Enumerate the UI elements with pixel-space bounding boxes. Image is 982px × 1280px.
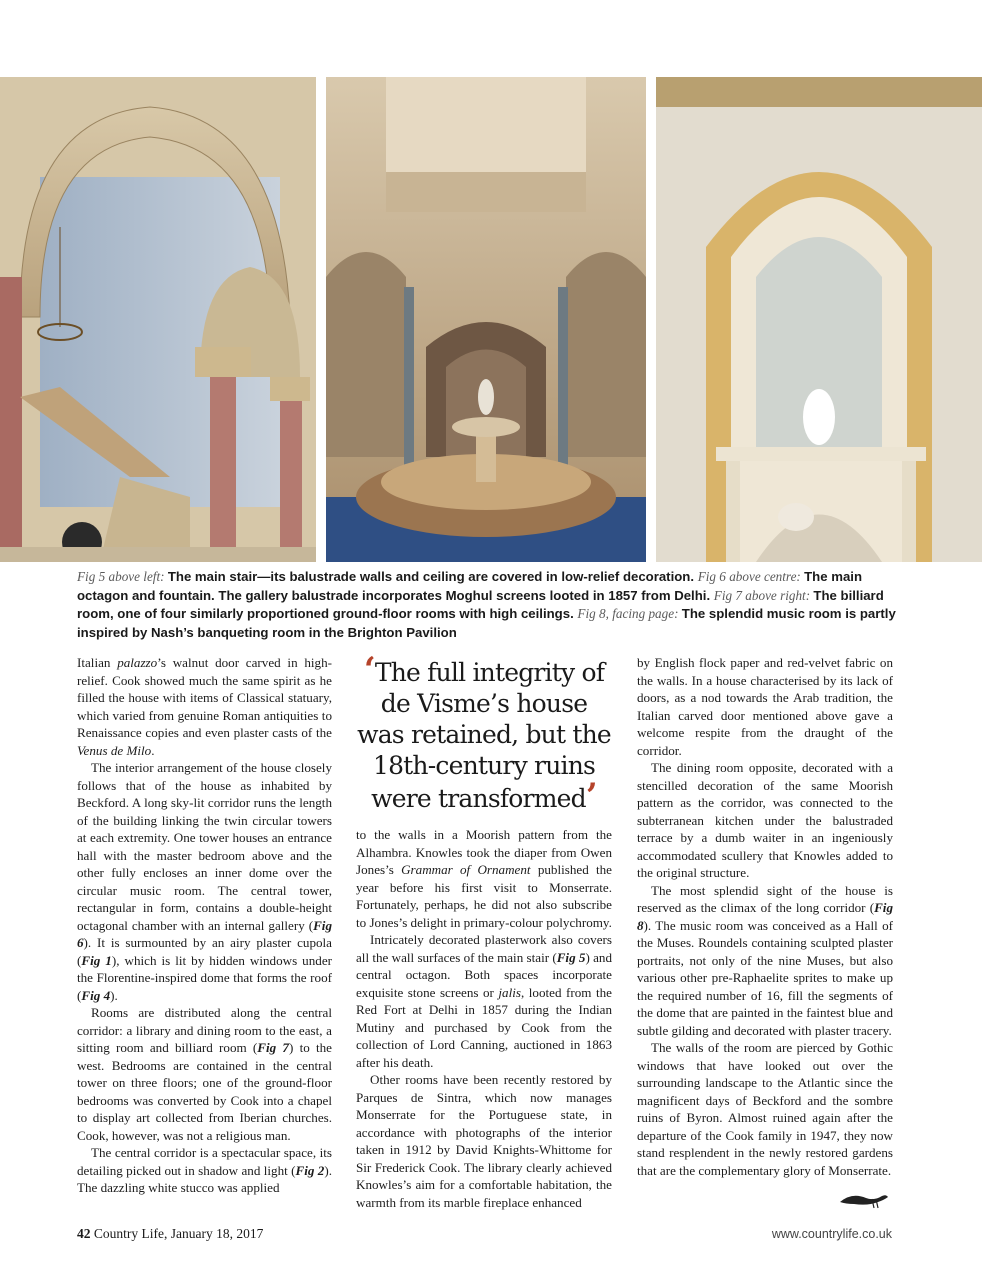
paragraph	[356, 931, 612, 1071]
figure-reference: Fig 7	[257, 1040, 289, 1055]
paragraph	[356, 1071, 612, 1211]
photo-main-stair	[0, 77, 316, 562]
figure-reference: Fig 2	[295, 1162, 325, 1178]
italic-text: Venus de Milo	[77, 742, 152, 758]
body-text: Intricately decorated plasterwork also covers all the wall surfaces of the main stair (	[356, 932, 612, 965]
caption-fig5-label: Fig 5 above left:	[77, 569, 168, 584]
body-text: ), which is lit by hidden windows under the Florentine-inspired dome that forms the roof (	[77, 952, 332, 1003]
quote-open-mark: ‘	[363, 650, 375, 690]
body-text: Italian	[77, 655, 118, 670]
italic-text: palazzo	[117, 655, 158, 670]
photo-octagon-fountain	[326, 77, 646, 562]
page-footer-left	[77, 1226, 263, 1242]
caption-fig5-text: The main stair—its balustrade walls and ceiling are covered in low-relief decoration.	[167, 569, 698, 584]
body-text: ). It is surmounted by an airy plaster cupola (	[77, 935, 332, 968]
body-text: Other rooms have been recently restored by Parques de Sintra, which now manages Monserrate for the Portuguese state, in accordance with photographs of the interior taken in 1912 by David Knights-Whittome for Sir Frederick Cook. The library clearly achieved Knowles’s aim for a comfortable habitation, the warmth from its marble fireplace enhanced	[356, 1072, 612, 1210]
body-text: ).	[110, 987, 118, 1003]
body-text: ). The dazzling white stucco was applied	[77, 1162, 332, 1195]
body-text: The central corridor is a spectacular space, its detailing picked out in shadow and light (	[77, 1145, 332, 1178]
caption-fig6-label: Fig 6 above centre:	[697, 569, 805, 584]
figure-reference: Fig 6	[77, 917, 332, 950]
caption-fig7-label: Fig 7 above right:	[713, 587, 814, 603]
paragraph	[77, 654, 332, 759]
figure-reference: Fig 4	[81, 987, 111, 1003]
paragraph	[77, 759, 332, 1004]
article-column-3	[637, 654, 893, 1179]
caption-fig6-text: The main octagon and fountain. The gallery balustrade incorporates Moghul screens looted in 1857 from Delhi.	[77, 569, 863, 603]
paragraph	[356, 826, 612, 931]
caption-fig7-text: The billiard room, one of four similarly proportioned ground-floor rooms with high ceilings.	[77, 587, 884, 621]
body-text: , looted from the Red Fort at Delhi in 1857 during the Indian Mutiny and purchased by Cook from the collection of Lord Canning, auctioned in 1863 after his death.	[356, 984, 612, 1070]
body-text: by English flock paper and red-velvet fabric on the walls. In a house characterised by its lack of doors, as a nod towards the Arab tradition, the Italian carved door mentioned above gave a welcome respite from the draught of the corridor.	[637, 655, 893, 758]
figure-reference: Fig 1	[81, 952, 112, 968]
figure-caption	[77, 568, 907, 642]
body-text: The dining room opposite, decorated with a stencilled decoration of the same Moorish pattern as the corridor, was connected to the subterranean kitchen under the balustraded terrace by a dumb waiter in an ingeniously accommodated scullery that Knowles added to the original structure.	[637, 760, 893, 880]
body-text: ’s walnut door carved in high-relief. Cook showed much the same spirit as he filled the house with items of Classical statuary, which varied from genuine Roman antiquities to Renaissance copies and even plaster casts of the	[77, 655, 333, 740]
caption-fig8-text: The splendid music room is partly inspired by Nash’s banqueting room in the Brighton Pavilion	[77, 606, 896, 640]
figure-reference: Fig 5	[556, 949, 586, 965]
paragraph	[77, 1144, 332, 1197]
website-url: www.countrylife.co.uk	[771, 1227, 892, 1241]
body-text: ) to the west. Bedrooms are contained in the central tower on three floors; one of the ground-floor bedrooms was converted by Cook into a chapel to display art collected from Iberian churches. Cook, however, was not a religious man.	[77, 1040, 332, 1143]
paragraph	[77, 1004, 332, 1144]
caption-fig8-label: Fig 8, facing page:	[577, 606, 682, 621]
figure-reference: Fig 8	[637, 900, 893, 933]
peacock-end-icon	[838, 1188, 890, 1210]
quote-close-mark: ’	[585, 776, 597, 816]
body-text: .	[151, 742, 155, 758]
body-text: The walls of the room are pierced by Gothic windows that have looked out over the surrounding landscape to the Atlantic since the magnificent days of Beckford and the sombre ruins of Byron. Almost ruined again after the departure of the Cook family in 1947, they now stand resplendent in the newly restored gardens that are the complementary glory of Monserrate.	[637, 1040, 893, 1178]
body-text: The interior arrangement of the house closely follows that of the house as inhabited by Beckford. A long sky-lit corridor runs the length of the building linking the twin circular towers at each extremity. One tower houses an entrance hall with the master bedroom above and the other fully encloses an inner dome over the circular music room. The central tower, rectangular in form, contains a double-height octagonal chamber with an internal gallery (	[77, 760, 332, 933]
paragraph	[637, 759, 893, 882]
paragraph	[637, 882, 893, 1040]
body-text: published the year before his first visit to Monserrate. Fortunately, perhaps, he did not also subscribe to Jones’s delight in primary-colour polychromy.	[356, 862, 612, 930]
body-text: to the walls in a Moorish pattern from the Alhambra. Knowles took the diaper from Owen Jones’s	[356, 827, 612, 877]
body-text: ). The music room was conceived as a Hall of the Muses. Roundels containing sculpted plaster portraits, not only of the nine Muses, but also various other pre-Raphaelite sprites to make up the required number of 16, fill the segments of the dome that are painted in the faintest blue and subtle gilding and decorated with plaster tracery.	[637, 917, 893, 1038]
pull-quote	[356, 650, 612, 816]
paragraph	[637, 1039, 893, 1179]
body-text: Rooms are distributed along the central corridor: a library and dining room to the east, a sitting room and billiard room (	[77, 1005, 332, 1055]
page-number: 42	[77, 1226, 91, 1241]
italic-text: jalis	[498, 984, 521, 1000]
article-column-1	[77, 654, 332, 1197]
pull-quote-text: The full integrity of de Visme’s house was retained, but the 18th-century ruins were transformed	[357, 658, 611, 813]
italic-text: Grammar of Ornament	[401, 862, 531, 877]
body-text: The most splendid sight of the house is reserved as the climax of the long corridor (	[637, 882, 893, 915]
article-column-2	[356, 826, 612, 1211]
body-text: ) and central octagon. Both spaces incorporate exquisite stone screens or	[356, 949, 612, 1000]
magazine-issue: Country Life, January 18, 2017	[90, 1226, 264, 1241]
paragraph	[637, 654, 893, 759]
photo-billiard-room	[656, 77, 982, 562]
